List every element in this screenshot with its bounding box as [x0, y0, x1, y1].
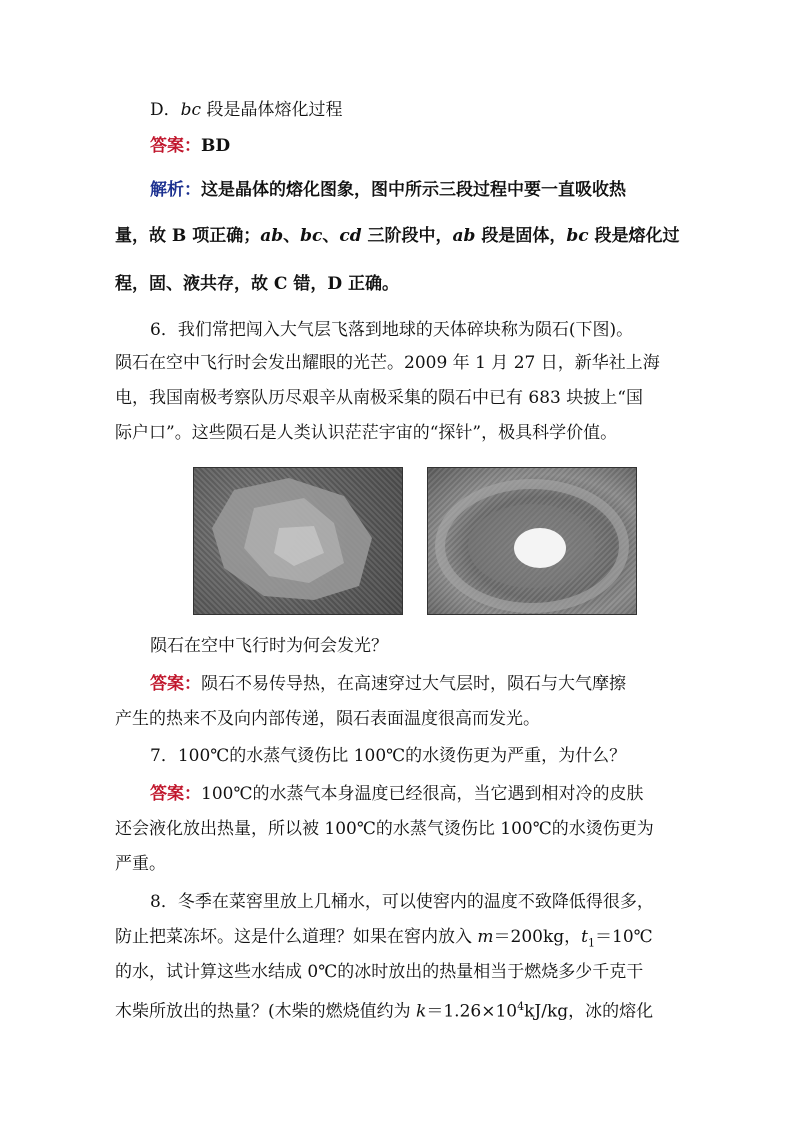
var-ab: ab: [260, 226, 284, 246]
analysis-text-2f: 段是熔化过: [588, 226, 680, 246]
var-cd: cd: [339, 226, 362, 246]
answer-6-label: 答案：: [150, 674, 201, 694]
q8-text-2a: 防止把菜冻坏。这是什么道理？如果在窖内放入: [115, 927, 478, 947]
var-t-subscript: 1: [588, 936, 596, 950]
analysis-text-2e: 段是固体，: [475, 226, 567, 246]
q6-question: 陨石在空中飞行时为何会发光？: [150, 636, 388, 656]
analysis-text-2d: 三阶段中，: [361, 226, 453, 246]
var-m: m: [477, 927, 494, 947]
option-d-text: 段是晶体熔化过程: [201, 100, 343, 120]
meteorite-rock-photo: [193, 467, 403, 615]
q8-line-2: [115, 927, 690, 953]
option-d-prefix: D．: [150, 100, 181, 120]
analysis-text-2c: 、: [322, 226, 340, 246]
answer-6-line-2: 产生的热来不及向内部传递，陨石表面温度很高而发光。: [115, 709, 540, 729]
var-bc: bc: [300, 226, 323, 246]
analysis-text-1: 这是晶体的熔化图象，图中所示三段过程中要一直吸收热: [201, 180, 626, 200]
exponent: 4: [517, 1000, 525, 1013]
q6-line-4: 际户口”。这些陨石是人类认识茫茫宇宙的“探针”，极具科学价值。: [115, 423, 618, 443]
answer-label: 答案：: [150, 136, 201, 156]
option-d: [150, 100, 725, 120]
answer-7-line-3: 严重。: [115, 854, 166, 874]
analysis-label: 解析：: [150, 180, 201, 200]
var-k: k: [416, 1001, 427, 1022]
q6-line-3: 电，我国南极考察队历尽艰辛从南极采集的陨石中已有 683 块披上“国: [115, 388, 643, 408]
q7-line-1: 7．100℃的水蒸气烫伤比 100℃的水烫伤更为严重，为什么？: [150, 746, 627, 766]
analysis-line-3: [115, 274, 690, 294]
answer-7-line-1: [150, 784, 725, 804]
var-ab-2: ab: [452, 226, 476, 246]
var-t: t: [581, 927, 589, 947]
analysis-line-1: [150, 180, 725, 200]
q8-text-4c: kJ/kg，冰的熔化: [524, 1001, 654, 1022]
q8-line-4: [115, 997, 690, 1022]
answer-6-line-1: [150, 674, 725, 694]
meteorite-dish-photo: [427, 467, 637, 615]
analysis-text-2a: 量，故 B 项正确；: [115, 226, 261, 246]
q8-line-1: 8．冬季在菜窖里放上几桶水，可以使窖内的温度不致降低得很多，: [150, 892, 654, 912]
analysis-text-2b: 、: [283, 226, 301, 246]
answer-7-line-2: 还会液化放出热量，所以被 100℃的水蒸气烫伤比 100℃的水烫伤更为: [115, 819, 654, 839]
option-d-var: bc: [180, 100, 202, 120]
answer-1: [150, 136, 725, 156]
var-bc-2: bc: [566, 226, 589, 246]
q8-text-2b: ＝200kg，: [493, 927, 582, 947]
q8-text-4b: ＝1.26×10: [426, 1001, 518, 1022]
answer-6-text-1: 陨石不易传导热，在高速穿过大气层时，陨石与大气摩擦: [201, 674, 626, 694]
answer-text: BD: [201, 136, 231, 156]
analysis-text-3: 程，固、液共存，故 C 错，D 正确。: [115, 274, 400, 294]
q6-line-2: 陨石在空中飞行时会发出耀眼的光芒。2009 年 1 月 27 日，新华社上海: [115, 353, 660, 373]
q8-text-4a: 木柴所放出的热量？(木柴的燃烧值约为: [115, 1001, 417, 1022]
q8-text-2c: ＝10℃: [595, 927, 653, 947]
answer-7-text-1: 100℃的水蒸气本身温度已经很高，当它遇到相对冷的皮肤: [201, 784, 644, 804]
q6-line-1: 6．我们常把闯入大气层飞落到地球的天体碎块称为陨石(下图)。: [150, 320, 634, 340]
analysis-line-2: [115, 226, 690, 246]
q8-line-3: 的水，试计算这些水结成 0℃的冰时放出的热量相当于燃烧多少千克干: [115, 962, 644, 982]
answer-7-label: 答案：: [150, 784, 201, 804]
